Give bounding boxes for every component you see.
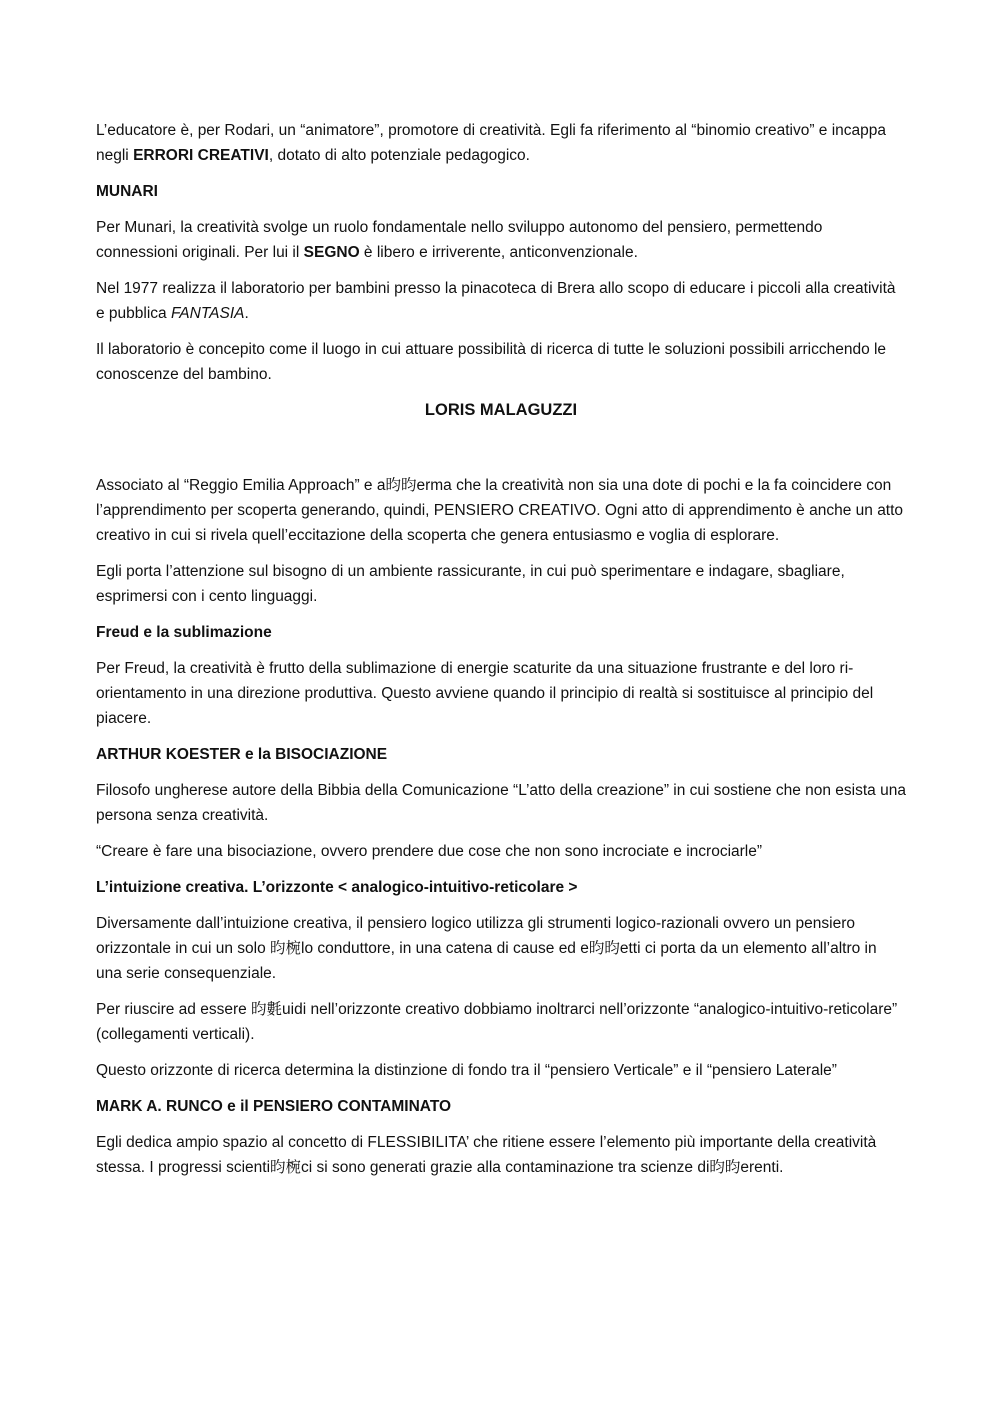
bold-term: SEGNO — [303, 244, 360, 261]
document-page — [96, 118, 906, 1191]
heading-koester: ARTHUR KOESTER e la BISOCIAZIONE — [96, 746, 388, 763]
paragraph-intuizione-1: Diversamente dall’intuizione creativa, il pensiero logico utilizza gli strumenti logico-razionali ovvero un pensiero orizzontale in cui un solo 昀椀lo conduttore, in una catena di cause ed e昀昀etti ci porta da un elemento all’altro in una serie consequenziale. — [96, 915, 877, 982]
heading-runco: MARK A. RUNCO e il PENSIERO CONTAMINATO — [96, 1098, 452, 1115]
heading-malaguzzi: LORIS MALAGUZZI — [424, 401, 578, 419]
paragraph-munari-3: Il laboratorio è concepito come il luogo in cui attuare possibilità di ricerca di tutte le soluzioni possibili arricchendo le conoscenze del bambino. — [96, 341, 887, 383]
paragraph-text: Nel 1977 realizza il laboratorio per bambini presso la pinacoteca di Brera allo scopo di educare i piccoli alla creatività e pubblica — [96, 280, 896, 322]
heading-intuizione: L’intuizione creativa. L’orizzonte < analogico-intuitivo-reticolare > — [96, 879, 578, 896]
paragraph-munari-2 — [96, 276, 906, 326]
paragraph-koester-quote: “Creare è fare una bisociazione, ovvero prendere due cose che non sono incrociate e incrociarle” — [96, 843, 763, 860]
heading-freud: Freud e la sublimazione — [96, 624, 272, 641]
paragraph-intuizione-3: Questo orizzonte di ricerca determina la distinzione di fondo tra il “pensiero Verticale” e il “pensiero Laterale” — [96, 1062, 837, 1079]
paragraph-freud: Per Freud, la creatività è frutto della sublimazione di energie scaturite da una situazione frustrante e del loro ri-orientamento in una direzione produttiva. Questo avviene quando il principio di realtà si sostituisce al principio del piacere. — [96, 660, 874, 727]
paragraph-text: è libero e irriverente, anticonvenzionale. — [359, 244, 638, 261]
paragraph-intuizione-2: Per riuscire ad essere 昀氀uidi nell’orizzonte creativo dobbiamo inoltrarci nell’orizzonte “analogico-intuitivo-reticolare” (collegamenti verticali). — [96, 1001, 898, 1043]
paragraph-runco: Egli dedica ampio spazio al concetto di FLESSIBILITA’ che ritiene essere l’elemento più importante della creatività stessa. I progressi scienti昀椀ci si sono generati grazie alla contaminazione tra scienze di昀昀erenti. — [96, 1134, 877, 1176]
paragraph-malaguzzi-2: Egli porta l’attenzione sul bisogno di un ambiente rassicurante, in cui può sperimentare e indagare, sbagliare, esprimersi con i cento linguaggi. — [96, 563, 845, 605]
paragraph-text: , dotato di alto potenziale pedagogico. — [268, 147, 530, 164]
bold-term: ERRORI CREATIVI — [133, 147, 269, 164]
paragraph-munari-1 — [96, 215, 906, 265]
paragraph-malaguzzi-1: Associato al “Reggio Emilia Approach” e a昀昀erma che la creatività non sia una dote di pochi e la fa coincidere con l’apprendimento per scoperta generando, quindi, PENSIERO CREATIVO. Ogni atto di apprendimento è anche un atto creativo in cui si rivela quell’eccitazione della scoperta che genera entusiasmo e voglia di esplorare. — [96, 477, 904, 544]
heading-munari: MUNARI — [96, 183, 158, 200]
paragraph-koester-1: Filosofo ungherese autore della Bibbia della Comunicazione “L’atto della creazione” in cui sostiene che non esista una persona senza creatività. — [96, 782, 906, 824]
paragraph-rodari — [96, 118, 906, 168]
italic-title: FANTASIA — [170, 305, 245, 322]
paragraph-text: Per Munari, la creatività svolge un ruolo fondamentale nello sviluppo autonomo del pensiero, permettendo connessioni originali. Per lui il — [96, 219, 823, 261]
paragraph-text: . — [244, 305, 249, 322]
paragraph-text: L’educatore è, per Rodari, un “animatore”, promotore di creatività. Egli fa riferimento al “binomio creativo” e incappa negli — [96, 122, 887, 164]
